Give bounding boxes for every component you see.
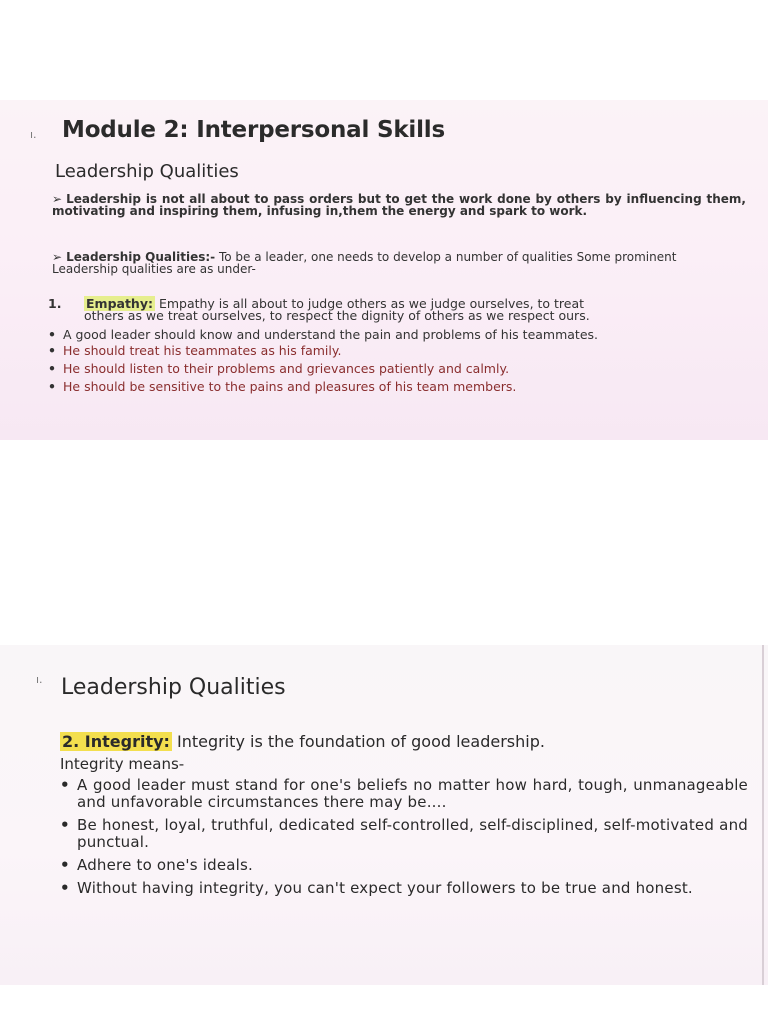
slide-title: Module 2: Interpersonal Skills	[62, 117, 445, 143]
integrity-label: 2. Integrity:	[62, 732, 170, 751]
list-item	[46, 381, 752, 393]
page-edge-divider	[762, 645, 764, 985]
list-item-text: He should listen to their problems and grievances patiently and calmly.	[63, 361, 510, 376]
arrow-bullet-icon: ➢	[52, 192, 63, 206]
list-item	[46, 363, 752, 375]
bullet-icon: •	[60, 816, 70, 834]
bullet-icon: •	[48, 361, 56, 376]
empathy-bullet-list	[46, 329, 752, 399]
empathy-text-continued: others as we treat ourselves, to respect the dignity of others as we respect ours.	[84, 308, 590, 323]
list-item	[46, 329, 752, 341]
leadership-qualities-text: To be a leader, one needs to develop a number of qualities Some prominent Leadership qualities are as under-	[52, 250, 677, 276]
list-item-text: A good leader must stand for one's beliefs no matter how hard, tough, unmanageable and unfavorable circumstances there may be....	[77, 776, 748, 811]
leadership-qualities-label: Leadership Qualities:-	[66, 250, 216, 264]
bullet-icon: •	[60, 879, 70, 897]
bullet-icon: •	[60, 856, 70, 874]
empathy-item	[48, 298, 748, 322]
corner-mark: ı.	[30, 128, 37, 141]
integrity-heading	[60, 732, 545, 751]
bullet-icon: •	[48, 379, 56, 394]
list-item-text: Adhere to one's ideals.	[77, 856, 253, 874]
empathy-text: Empathy is all about to judge others as we judge ourselves, to treat	[154, 296, 585, 311]
leadership-qualities-paragraph	[52, 251, 746, 275]
leadership-definition-text: Leadership is not all about to pass orders but to get the work done by others by influencing them, motivating and inspiring them, infusing in,them the energy and spark to work.	[52, 192, 746, 218]
list-item	[60, 777, 748, 811]
slide-subtitle: Leadership Qualities	[55, 161, 239, 182]
leadership-definition-paragraph	[52, 193, 746, 217]
list-item-text: He should treat his teammates as his family.	[63, 343, 342, 358]
slide-title: Leadership Qualities	[61, 675, 286, 700]
list-item	[60, 817, 748, 851]
slide-integrity	[0, 645, 768, 985]
list-item-text: Without having integrity, you can't expect your followers to be true and honest.	[77, 879, 693, 897]
item-number: 1.	[48, 296, 62, 311]
slide-module-2	[0, 100, 768, 440]
list-item	[60, 880, 748, 897]
list-item-text: Be honest, loyal, truthful, dedicated self-controlled, self-disciplined, self-motivated and punctual.	[77, 816, 748, 851]
bullet-icon: •	[48, 327, 56, 342]
bullet-icon: •	[60, 776, 70, 794]
integrity-means-label: Integrity means-	[60, 755, 185, 773]
list-item-text: A good leader should know and understand the pain and problems of his teammates.	[63, 327, 599, 342]
empathy-label: Empathy:	[86, 296, 153, 311]
list-item	[46, 345, 752, 357]
list-item	[60, 857, 748, 874]
arrow-bullet-icon: ➢	[52, 250, 63, 264]
list-item-text: He should be sensitive to the pains and pleasures of his team members.	[63, 379, 517, 394]
integrity-text: Integrity is the foundation of good leadership.	[171, 732, 545, 751]
integrity-bullet-list	[60, 777, 748, 903]
bullet-icon: •	[48, 343, 56, 358]
corner-mark: ı.	[36, 673, 43, 686]
